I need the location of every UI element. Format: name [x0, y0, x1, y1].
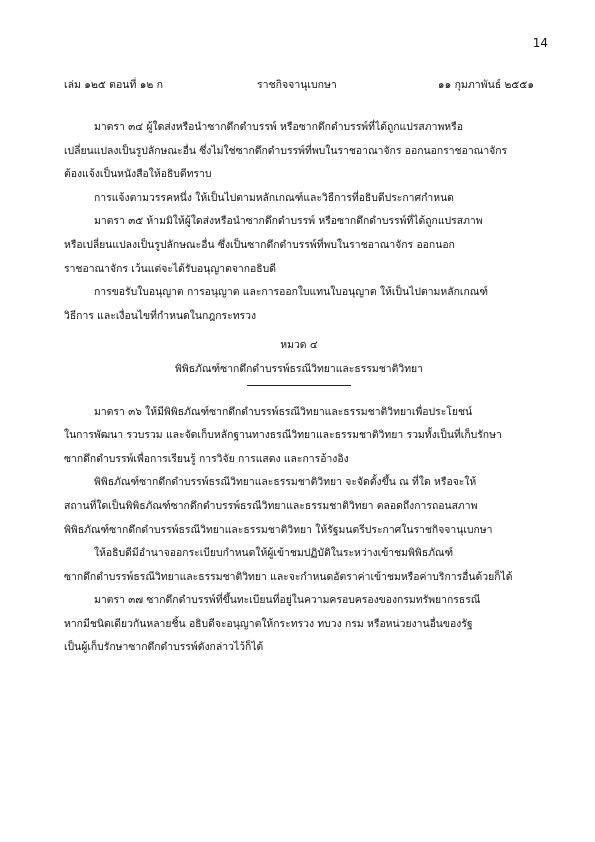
section-37-line-1: มาตรา ๓๗ ซากดึกดำบรรพ์ที่ขึ้นทะเบียนที่อยู่ในความครอบครองของกรมทรัพยากรธรณี	[94, 594, 481, 607]
section-36-paragraph-3-line-1: ให้อธิบดีมีอำนาจออกระเบียบกำหนดให้ผู้เข้าชมปฏิบัติในระหว่างเข้าชมพิพิธภัณฑ์	[94, 547, 454, 560]
chapter-number: หมวด ๔	[280, 339, 318, 352]
section-36-line-1: มาตรา ๓๖ ให้มีพิพิธภัณฑ์ซากดึกดำบรรพ์ธรณีวิทยาและธรรมชาติวิทยาเพื่อประโยชน์	[94, 405, 473, 418]
section-37-line-2: หากมีชนิดเดียวกันหลายชิ้น อธิบดีจะอนุญาตให้กระทรวง ทบวง กรม หรือหน่วยงานอื่นของรัฐ	[64, 617, 473, 630]
section-36-paragraph-2-line-1: พิพิธภัณฑ์ซากดึกดำบรรพ์ธรณีวิทยาและธรรมชาติวิทยา จะจัดตั้งขึ้น ณ ที่ใด หรือจะให้	[94, 476, 477, 489]
publication-date: ๑๑ กุมภาพันธ์ ๒๕๕๑	[437, 79, 534, 91]
section-36-paragraph-3-line-2: ซากดึกดำบรรพ์ธรณีวิทยาและธรรมชาติวิทยา และจะกำหนดอัตราค่าเข้าชมหรือค่าบริการอื่นด้วยก็ได้	[64, 570, 513, 583]
section-36-line-3: ซากดึกดำบรรพ์เพื่อการเรียนรู้ การวิจัย การแสดง และการอ้างอิง	[64, 452, 349, 465]
gazette-name: ราชกิจจานุเบกษา	[257, 79, 337, 91]
section-36-paragraph-2-line-2: สถานที่ใดเป็นพิพิธภัณฑ์ซากดึกดำบรรพ์ธรณีวิทยาและธรรมชาติวิทยา ตลอดถึงการถอนสภาพ	[64, 499, 478, 512]
chapter-divider	[247, 385, 351, 386]
section-37-line-3: เป็นผู้เก็บรักษาซากดึกดำบรรพ์ดังกล่าวไว้ก็ได้	[64, 641, 264, 654]
section-35-line-2: หรือเปลี่ยนแปลงเป็นรูปลักษณะอื่น ซึ่งเป็นซากดึกดำบรรพ์ที่พบในราชอาณาจักร ออกนอก	[64, 238, 455, 251]
section-36-paragraph-2-line-3: พิพิธภัณฑ์ซากดึกดำบรรพ์ธรณีวิทยาและธรรมชาติวิทยา ให้รัฐมนตรีประกาศในราชกิจจานุเบกษา	[64, 523, 493, 536]
section-34-line-3: ต้องแจ้งเป็นหนังสือให้อธิบดีทราบ	[64, 168, 212, 181]
section-34-line-1: มาตรา ๓๔ ผู้ใดส่งหรือนำซากดึกดำบรรพ์ หรือซากดึกดำบรรพ์ที่ได้ถูกแปรสภาพหรือ	[94, 121, 463, 133]
section-35-paragraph-2-line-1: การขอรับใบอนุญาต การอนุญาต และการออกใบแทนใบอนุญาต ให้เป็นไปตามหลักเกณฑ์	[94, 286, 489, 299]
section-34-paragraph-2: การแจ้งตามวรรคหนึ่ง ให้เป็นไปตามหลักเกณฑ์และวิธีการที่อธิบดีประกาศกำหนด	[94, 191, 454, 204]
section-35-line-3: ราชอาณาจักร เว้นแต่จะได้รับอนุญาตจากอธิบดี	[64, 262, 276, 275]
gazette-header	[64, 76, 534, 92]
section-35-paragraph-2-line-2: วิธีการ และเงื่อนไขที่กำหนดในกฎกระทรวง	[64, 309, 257, 322]
section-34-line-2: เปลี่ยนแปลงเป็นรูปลักษณะอื่น ซึ่งไม่ใช่ซากดึกดำบรรพ์ที่พบในราชอาณาจักร ออกนอกราชอาณาจักร	[64, 144, 508, 157]
section-36-line-2: ในการพัฒนา รวบรวม และจัดเก็บหลักฐานทางธรณีวิทยาและธรรมชาติวิทยา รวมทั้งเป็นที่เก็บรักษา	[64, 429, 502, 442]
section-35-line-1: มาตรา ๓๕ ห้ามมิให้ผู้ใดส่งหรือนำซากดึกดำบรรพ์ หรือซากดึกดำบรรพ์ที่ได้ถูกแปรสภาพ	[94, 215, 483, 228]
page-number: 14	[532, 36, 548, 50]
chapter-title: พิพิธภัณฑ์ซากดึกดำบรรพ์ธรณีวิทยาและธรรมชาติวิทยา	[175, 362, 423, 375]
document-body	[64, 117, 534, 661]
volume-issue: เล่ม ๑๒๕ ตอนที่ ๑๒ ก	[64, 79, 163, 91]
